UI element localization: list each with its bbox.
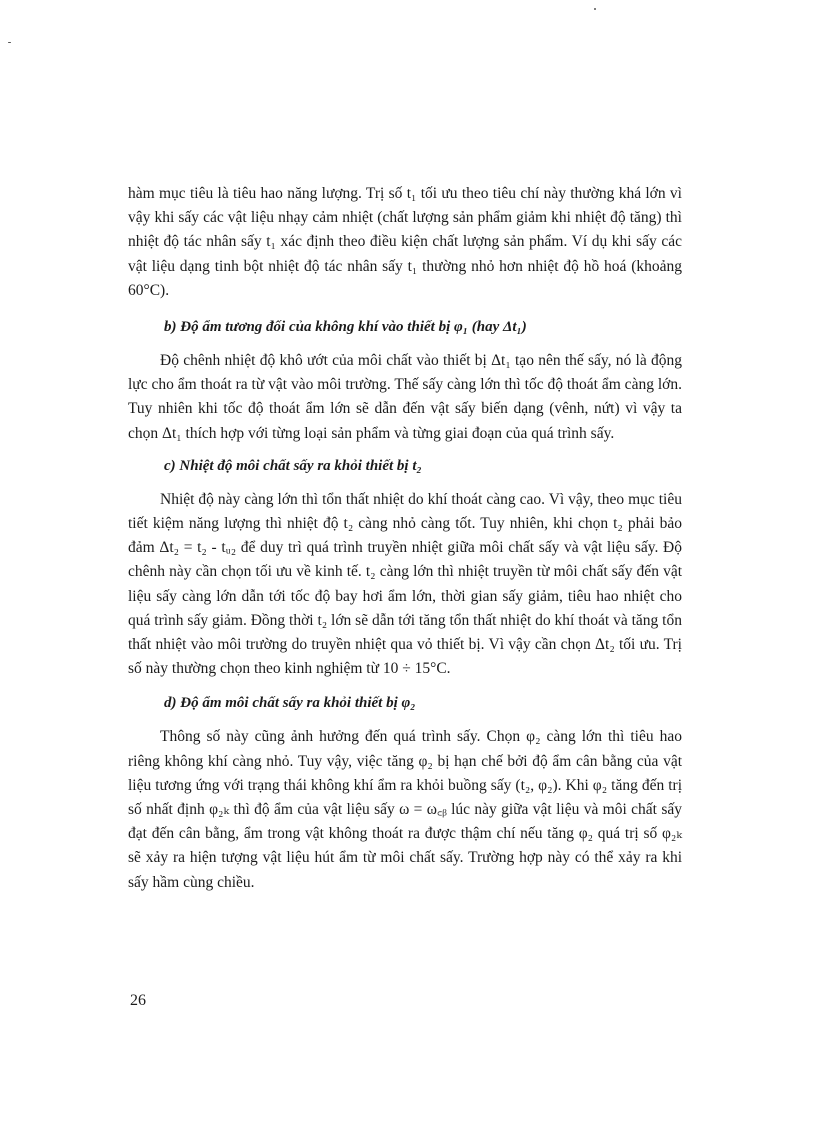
section-d-paragraph: Thông số này cũng ảnh hưởng đến quá trình sấy. Chọn φ₂ càng lớn thì tiêu hao riêng không khí càng nhỏ. Tuy vậy, việc tăng φ₂ bị hạn chế bởi độ ẩm cân bằng của vật liệu tương ứng với trạng thái không khí ẩm ra khỏi buồng sấy (t₂, φ₂). Khi φ₂ tăng đến trị số nhất định φ₂ₖ thì độ ẩm của vật liệu sấy ω = ω꜀ᵦ lúc này giữa vật liệu và môi chất sấy đạt đến cân bằng, ẩm trong vật không thoát ra được thậm chí nếu tăng φ₂ quá trị số φ₂ₖ sẽ xảy ra hiện tượng vật liệu hút ẩm từ môi chất sấy. Trường hợp này có thể xảy ra khi sấy hầm cùng chiều. [128, 728, 682, 891]
section-c-paragraph: Nhiệt độ này càng lớn thì tổn thất nhiệt do khí thoát càng cao. Vì vậy, theo mục tiêu tiết kiệm năng lượng thì nhiệt độ t₂ càng nhỏ càng tốt. Tuy nhiên, khi chọn t₂ phải bảo đảm Δt₂ = t₂ - tᵤ₂ để duy trì quá trình truyền nhiệt giữa môi chất sấy và vật liệu sấy. Độ chênh này cần chọn tối ưu về kinh tế. t₂ càng lớn thì nhiệt truyền từ môi chất sấy đến vật liệu sấy càng lớn dẫn tới tốc độ bay hơi ẩm lớn, thời gian sấy giảm, tiêu hao nhiệt cho quá trình sấy giảm. Đồng thời t₂ lớn sẽ dẫn tới tăng tổn thất nhiệt do khí thoát và tăng tổn thất nhiệt vào môi trường do truyền nhiệt qua vỏ thiết bị. Vì vậy cần chọn Δt₂ tối ưu. Trị số này thường chọn theo kinh nghiệm từ 10 ÷ 15°C. [128, 490, 682, 678]
section-b-paragraph: Độ chênh nhiệt độ khô ướt của môi chất vào thiết bị Δt₁ tạo nên thế sấy, nó là động lực cho ẩm thoát ra từ vật vào môi trường. Thế sấy càng lớn thì tốc độ thoát ẩm càng lớn. Tuy nhiên khi tốc độ thoát ẩm lớn sẽ dẫn đến vật sấy biến dạng (vênh, nứt) vì vậy ta chọn Δt₁ thích hợp với từng loại sản phẩm và từng giai đoạn của quá trình sấy. [128, 352, 682, 442]
scan-speck [8, 42, 11, 43]
document-body [128, 182, 682, 895]
section-b-heading: b) Độ ẩm tương đối của không khí vào thiết bị φ₁ (hay Δt₁) [164, 319, 527, 336]
section-c-heading: c) Nhiệt độ môi chất sấy ra khỏi thiết bị t₂ [164, 457, 422, 474]
section-d-heading: d) Độ ẩm môi chất sấy ra khỏi thiết bị φ₂ [164, 695, 416, 712]
page-number: 26 [130, 992, 146, 1009]
scan-speck [594, 8, 596, 10]
intro-paragraph: hàm mục tiêu là tiêu hao năng lượng. Trị số t₁ tối ưu theo tiêu chí này thường khá lớn vì vậy khi sấy các vật liệu nhạy cảm nhiệt (chất lượng sản phẩm giảm khi nhiệt độ tăng) thì nhiệt độ tác nhân sấy t₁ xác định theo điều kiện chất lượng sản phẩm. Ví dụ khi sấy các vật liệu dạng tinh bột nhiệt độ tác nhân sấy t₁ thường nhỏ hơn nhiệt độ hồ hoá (khoảng 60°C). [128, 185, 682, 299]
